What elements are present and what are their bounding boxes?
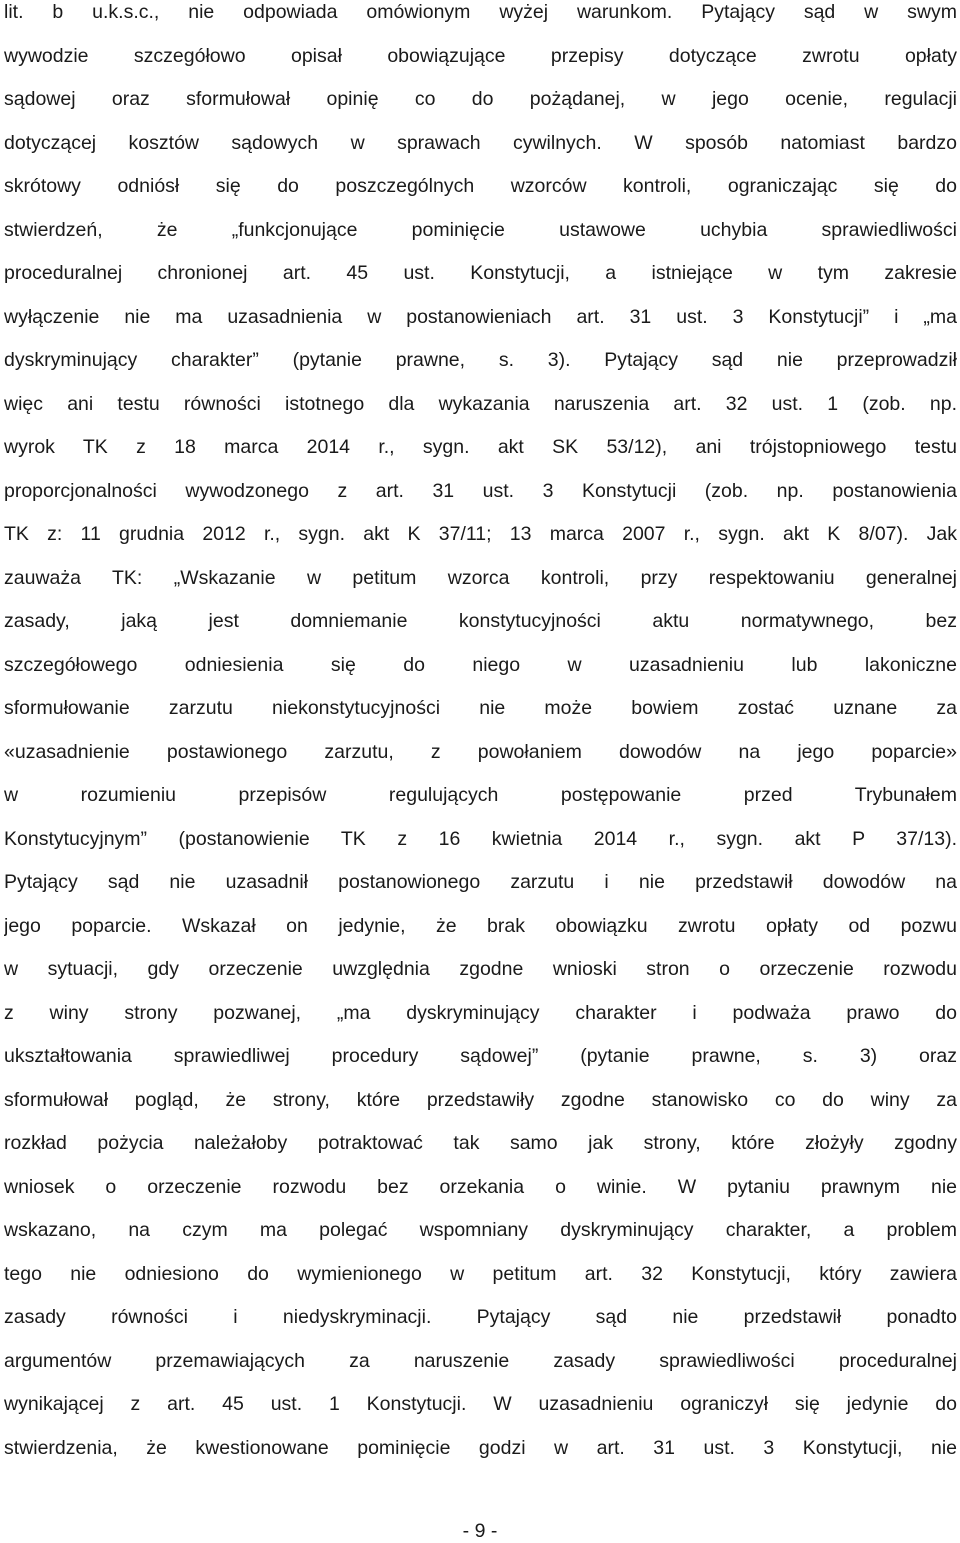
text-line: dyskryminujący charakter” (pytanie prawne, s. 3). Pytający sąd nie przeprowadził <box>4 349 957 371</box>
text-line: stwierdzenia, że kwestionowane pominięcie godzi w art. 31 ust. 3 Konstytucji, nie <box>4 1436 957 1459</box>
text-line: Konstytucyjnym” (postanowienie TK z 16 kwietnia 2014 r., sygn. akt P 37/13). <box>4 827 957 850</box>
text-line: rozkład pożycia należałoby potraktować tak samo jak strony, które złożyły zgodny <box>4 1132 957 1154</box>
text-line: jego poparcie. Wskazał on jedynie, że brak obowiązku zwrotu opłaty od pozwu <box>4 914 957 937</box>
text-line: lit. b u.k.s.c., nie odpowiada omówionym wyżej warunkom. Pytający sąd w swym <box>4 1 957 23</box>
text-line: zasady równości i niedyskryminacji. Pytający sąd nie przedstawił ponadto <box>4 1306 957 1328</box>
text-line: sformułował pogląd, że strony, które przedstawiły zgodne stanowisko co do winy za <box>4 1088 957 1111</box>
text-line: TK z: 11 grudnia 2012 r., sygn. akt K 37/11; 13 marca 2007 r., sygn. akt K 8/07). Jak <box>4 523 957 545</box>
text-line: zauważa TK: „Wskazanie w petitum wzorca kontroli, przy respektowaniu generalnej <box>4 566 957 589</box>
text-line: sądowej oraz sformułował opinię co do pożądanej, w jego ocenie, regulacji <box>4 88 957 110</box>
text-line: wywodzie szczegółowo opisał obowiązujące przepisy dotyczące zwrotu opłaty <box>4 44 957 67</box>
text-line: w rozumieniu przepisów regulujących postępowanie przed Trybunałem <box>4 784 957 806</box>
text-line: proporcjonalności wywodzonego z art. 31 ust. 3 Konstytucji (zob. np. postanowienia <box>4 479 957 502</box>
text-line: w sytuacji, gdy orzeczenie uwzględnia zgodne wnioski stron o orzeczenie rozwodu <box>4 958 957 980</box>
text-line: tego nie odniesiono do wymienionego w petitum art. 32 Konstytucji, który zawiera <box>4 1262 957 1285</box>
text-line: wynikającej z art. 45 ust. 1 Konstytucji. W uzasadnieniu ograniczył się jedynie do <box>4 1393 957 1415</box>
text-line: ukształtowania sprawiedliwej procedury sądowej” (pytanie prawne, s. 3) oraz <box>4 1045 957 1067</box>
text-line: skrótowy odniósł się do poszczególnych wzorców kontroli, ograniczając się do <box>4 175 957 197</box>
page-number: - 9 - <box>462 1520 498 1542</box>
text-line: z winy strony pozwanej, „ma dyskryminujący charakter i podważa prawo do <box>4 1001 957 1024</box>
text-line: sformułowanie zarzutu niekonstytucyjności nie może bowiem zostać uznane za <box>4 697 957 719</box>
text-line: wyrok TK z 18 marca 2014 r., sygn. akt SK 53/12), ani trójstopniowego testu <box>4 436 957 458</box>
text-line: wyłączenie nie ma uzasadnienia w postanowieniach art. 31 ust. 3 Konstytucji” i „ma <box>4 305 957 328</box>
body-text <box>4 0 957 1470</box>
text-line: stwierdzeń, że „funkcjonujące pominięcie ustawowe uchybia sprawiedliwości <box>4 218 957 241</box>
text-line: zasady, jaką jest domniemanie konstytucyjności aktu normatywnego, bez <box>4 610 957 632</box>
text-line: więc ani testu równości istotnego dla wykazania naruszenia art. 32 ust. 1 (zob. np. <box>4 392 957 415</box>
text-line: «uzasadnienie postawionego zarzutu, z powołaniem dowodów na jego poparcie» <box>4 740 957 763</box>
text-line: wskazano, na czym ma polegać wspomniany dyskryminujący charakter, a problem <box>4 1219 957 1241</box>
text-line: wniosek o orzeczenie rozwodu bez orzekania o winie. W pytaniu prawnym nie <box>4 1175 957 1198</box>
text-line: Pytający sąd nie uzasadnił postanowionego zarzutu i nie przedstawił dowodów na <box>4 871 957 893</box>
text-line: proceduralnej chronionej art. 45 ust. Konstytucji, a istniejące w tym zakresie <box>4 262 957 284</box>
text-line: szczegółowego odniesienia się do niego w uzasadnieniu lub lakoniczne <box>4 653 957 676</box>
text-line: dotyczącej kosztów sądowych w sprawach cywilnych. W sposób natomiast bardzo <box>4 131 957 154</box>
text-line: argumentów przemawiających za naruszenie zasady sprawiedliwości proceduralnej <box>4 1349 957 1372</box>
